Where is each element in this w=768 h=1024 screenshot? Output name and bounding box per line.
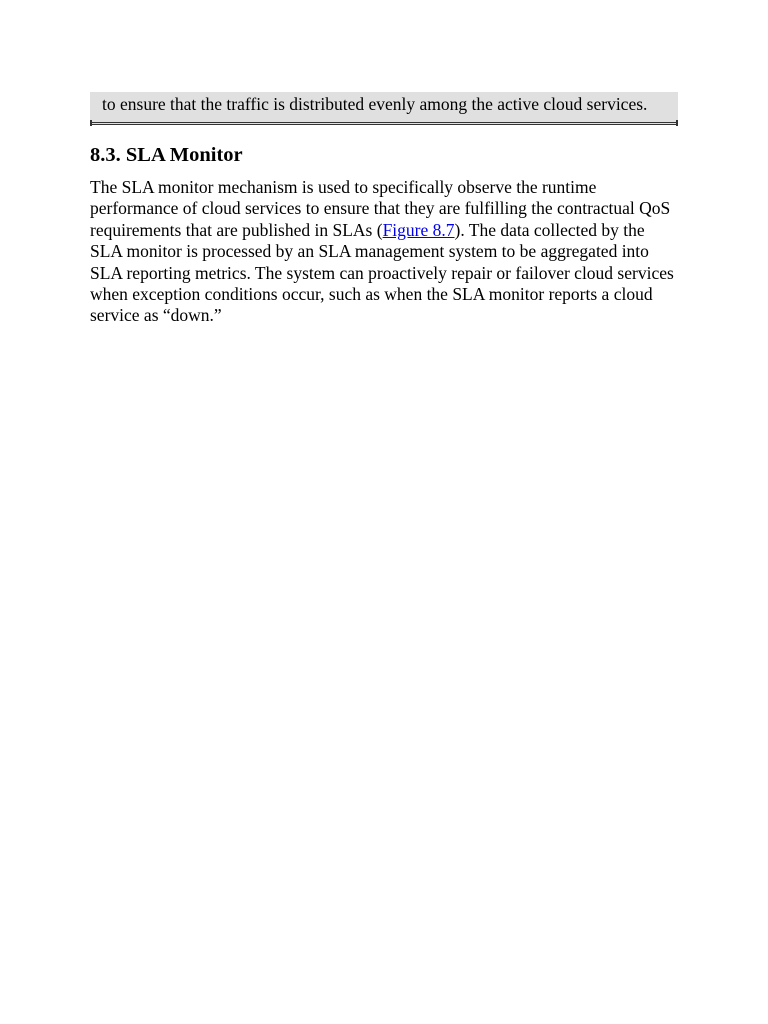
figure-link[interactable]: Figure 8.7 (382, 219, 455, 240)
sidebar-box (90, 92, 678, 125)
sidebar-text: to ensure that the traffic is distributed evenly among the active cloud services. (102, 94, 648, 114)
document-page (90, 92, 678, 327)
section-heading: 8.3. SLA Monitor (90, 144, 243, 166)
body-paragraph (90, 177, 678, 327)
paragraph-text-after-link: ). The data collected by the SLA monitor is processed by an SLA management system to be aggregated into SLA reporting metrics. The system can proactively repair or failover cloud services when exception conditions occur, such as when the SLA monitor reports a cloud service as “down.” (90, 219, 674, 326)
paragraph-text-before-link: The SLA monitor mechanism is used to specifically observe the runtime performance of cloud services to ensure that they are fulfilling the contractual QoS requirements that are published in SLAs ( (90, 177, 671, 240)
